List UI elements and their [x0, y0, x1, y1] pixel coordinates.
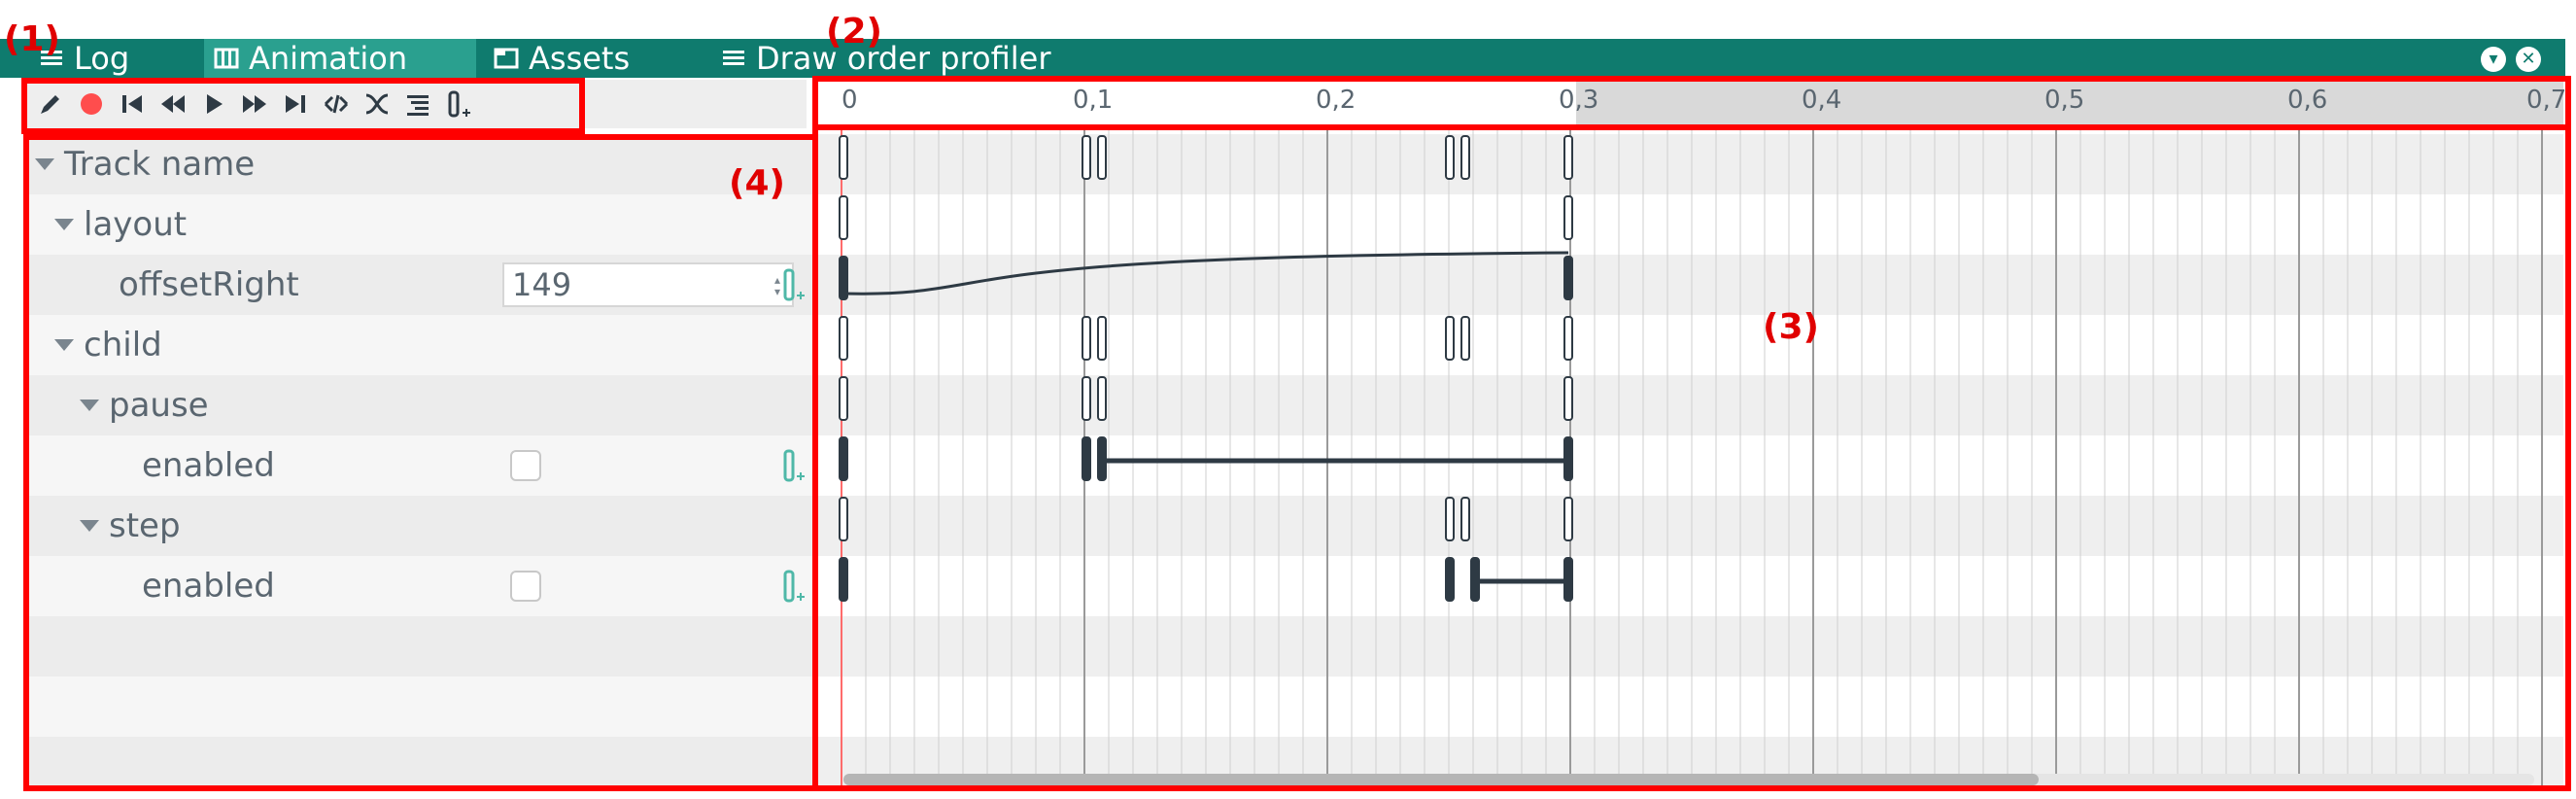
ruler-tick-label: 0,5	[2044, 86, 2085, 115]
record-icon[interactable]	[76, 88, 107, 120]
keyframe[interactable]	[1098, 317, 1106, 360]
caret-down-icon[interactable]	[54, 339, 74, 351]
timeline-canvas[interactable]	[814, 128, 2563, 787]
track-label-child: child	[84, 326, 162, 365]
animation-toolbar	[25, 80, 583, 128]
toolbar-spacer	[583, 80, 807, 128]
keyframe[interactable]	[1564, 136, 1572, 179]
keyframe[interactable]	[1446, 317, 1454, 360]
empty-row	[25, 616, 814, 677]
keyframe[interactable]	[840, 196, 847, 239]
add-key-icon[interactable]	[781, 568, 807, 605]
track-header-row[interactable]	[25, 134, 814, 194]
tab-animation-label: Animation	[249, 40, 408, 77]
track-row-layout[interactable]	[25, 194, 814, 255]
keyframe[interactable]	[840, 498, 847, 540]
pencil-icon[interactable]	[35, 88, 66, 120]
keyframe[interactable]	[1098, 437, 1106, 480]
keyframe[interactable]	[1098, 136, 1106, 179]
annotation-label-3: (3)	[1763, 307, 1819, 347]
skip-start-icon[interactable]	[117, 88, 148, 120]
keyframe[interactable]	[1564, 558, 1572, 601]
tab-draw-order-label: Draw order profiler	[756, 40, 1051, 77]
track-row-offsetright[interactable]	[25, 255, 814, 315]
keyframe[interactable]	[1082, 377, 1090, 420]
tab-draw-order-profiler[interactable]	[711, 39, 1117, 78]
sort-icon[interactable]	[402, 88, 433, 120]
keyframe[interactable]	[840, 317, 847, 360]
keyframe[interactable]	[840, 437, 847, 480]
keyframe[interactable]	[1082, 437, 1090, 480]
keyframe[interactable]	[1564, 498, 1572, 540]
annotation-label-1: (1)	[4, 19, 60, 59]
keyframe[interactable]	[1461, 136, 1469, 179]
track-label-offsetright: offsetRight	[119, 265, 299, 304]
annotation-label-2: (2)	[826, 12, 882, 52]
pause-enabled-checkbox[interactable]	[510, 450, 541, 481]
keyframe[interactable]	[1082, 317, 1090, 360]
annotation-label-4: (4)	[729, 163, 785, 203]
track-label-layout: layout	[84, 205, 188, 244]
keyframe[interactable]	[1446, 136, 1454, 179]
ruler-tick-label: 0,4	[1802, 86, 1842, 115]
skip-end-icon[interactable]	[280, 88, 311, 120]
keyframe[interactable]	[1564, 196, 1572, 239]
keyframe[interactable]	[1461, 498, 1469, 540]
keyframe[interactable]	[1564, 257, 1572, 299]
track-label-pause-enabled: enabled	[142, 446, 275, 485]
caret-down-icon[interactable]	[54, 219, 74, 230]
empty-row	[25, 737, 814, 787]
add-key-icon[interactable]	[781, 447, 807, 484]
list-icon	[721, 46, 746, 71]
ruler-tick-label: 0	[841, 86, 858, 115]
caret-down-icon[interactable]	[35, 158, 54, 170]
track-name-header: Track name	[64, 145, 256, 184]
keyframe[interactable]	[840, 136, 847, 179]
empty-row	[25, 677, 814, 737]
track-row-pause[interactable]	[25, 375, 814, 435]
offsetright-value: 149	[512, 266, 572, 303]
shuffle-icon[interactable]	[361, 88, 393, 120]
keyframe[interactable]	[1461, 317, 1469, 360]
tab-log-label: Log	[74, 40, 130, 77]
keyframe[interactable]	[840, 558, 847, 601]
offsetright-value-input[interactable]	[502, 262, 794, 307]
keyframe[interactable]	[1564, 317, 1572, 360]
track-label-pause: pause	[109, 386, 209, 425]
track-row-pause-enabled[interactable]	[25, 435, 814, 496]
timeline-area[interactable]	[814, 128, 2563, 787]
tab-assets[interactable]	[484, 39, 705, 78]
rewind-icon[interactable]	[157, 88, 189, 120]
horizontal-scrollbar[interactable]	[843, 774, 2039, 785]
step-enabled-checkbox[interactable]	[510, 571, 541, 602]
keyframe[interactable]	[1471, 558, 1479, 601]
track-row-step-enabled[interactable]	[25, 556, 814, 616]
loop-icon[interactable]	[321, 88, 352, 120]
film-icon	[214, 46, 239, 71]
tab-animation[interactable]	[204, 39, 476, 78]
keyframe[interactable]	[1446, 498, 1454, 540]
caret-down-icon[interactable]	[80, 520, 99, 532]
ruler-tick-label: 0,6	[2287, 86, 2328, 115]
play-icon[interactable]	[198, 88, 229, 120]
tab-assets-label: Assets	[529, 40, 631, 77]
keyframe[interactable]	[840, 257, 847, 299]
folder-icon	[494, 46, 519, 71]
add-key-icon[interactable]	[443, 88, 474, 120]
keyframe[interactable]	[1446, 558, 1454, 601]
keyframe[interactable]	[1564, 437, 1572, 480]
keyframe[interactable]	[1082, 136, 1090, 179]
add-key-icon[interactable]	[781, 266, 807, 303]
collapse-icon[interactable]: ▾	[2481, 47, 2506, 72]
ruler-tick-label: 0,2	[1316, 86, 1357, 115]
ruler-tick-label: 0,3	[1559, 86, 1599, 115]
close-icon[interactable]: ✕	[2516, 47, 2541, 72]
caret-down-icon[interactable]	[80, 400, 99, 411]
ruler-tick-label: 0,7	[2526, 86, 2567, 115]
dock-tab-bar	[0, 39, 2565, 78]
track-label-step: step	[109, 506, 181, 545]
keyframe[interactable]	[1098, 377, 1106, 420]
spin-arrows-icon[interactable]: ▴ ▾	[773, 273, 781, 298]
track-label-step-enabled: enabled	[142, 567, 275, 606]
keyframe[interactable]	[1564, 377, 1572, 420]
ruler-tick-label: 0,1	[1073, 86, 1114, 115]
fast-forward-icon[interactable]	[239, 88, 270, 120]
track-row-child[interactable]	[25, 315, 814, 375]
track-list	[25, 134, 814, 787]
track-row-step[interactable]	[25, 496, 814, 556]
keyframe[interactable]	[840, 377, 847, 420]
